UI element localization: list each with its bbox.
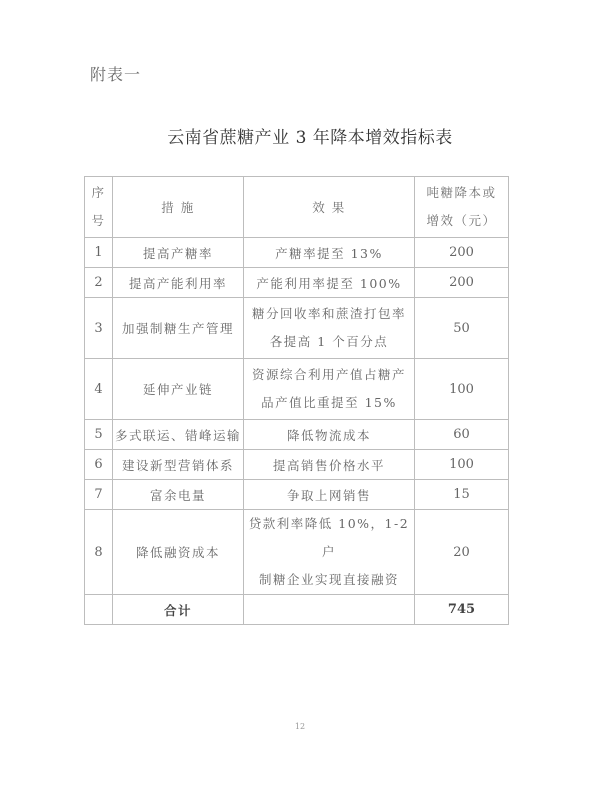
table-header-row bbox=[85, 177, 509, 238]
cell-no: 8 bbox=[85, 510, 113, 595]
cell-value: 200 bbox=[415, 238, 509, 268]
cell-no: 6 bbox=[85, 450, 113, 480]
cell-effect: 争取上网销售 bbox=[244, 480, 415, 510]
header-effect: 效 果 bbox=[244, 177, 415, 238]
cell-no-empty bbox=[85, 595, 113, 625]
cell-measure: 提高产糖率 bbox=[113, 238, 244, 268]
cell-value: 20 bbox=[415, 510, 509, 595]
table-total-row bbox=[85, 595, 509, 625]
cell-no: 1 bbox=[85, 238, 113, 268]
cell-effect-empty bbox=[244, 595, 415, 625]
cell-measure: 延伸产业链 bbox=[113, 359, 244, 420]
cell-measure: 降低融资成本 bbox=[113, 510, 244, 595]
table-row bbox=[85, 480, 509, 510]
table-row bbox=[85, 268, 509, 298]
table-row bbox=[85, 359, 509, 420]
page-number: 12 bbox=[294, 722, 306, 731]
cell-value: 100 bbox=[415, 359, 509, 420]
cost-reduction-table bbox=[84, 176, 509, 625]
cell-no: 3 bbox=[85, 298, 113, 359]
cell-effect: 贷款利率降低 10%，1-2 户 制糖企业实现直接融资 bbox=[244, 510, 415, 595]
table-row bbox=[85, 510, 509, 595]
cell-value: 60 bbox=[415, 420, 509, 450]
cell-measure: 建设新型营销体系 bbox=[113, 450, 244, 480]
table-row bbox=[85, 420, 509, 450]
header-no: 序 号 bbox=[85, 177, 113, 238]
header-measure: 措 施 bbox=[113, 177, 244, 238]
cell-no: 4 bbox=[85, 359, 113, 420]
annex-label: 附表一 bbox=[90, 65, 142, 84]
cell-effect: 提高销售价格水平 bbox=[244, 450, 415, 480]
table-row bbox=[85, 450, 509, 480]
cell-effect: 资源综合利用产值占糖产 品产值比重提至 15% bbox=[244, 359, 415, 420]
total-label: 合计 bbox=[113, 595, 244, 625]
cell-value: 50 bbox=[415, 298, 509, 359]
cell-measure: 提高产能利用率 bbox=[113, 268, 244, 298]
cell-measure: 加强制糖生产管理 bbox=[113, 298, 244, 359]
cell-measure: 富余电量 bbox=[113, 480, 244, 510]
cell-value: 100 bbox=[415, 450, 509, 480]
cell-measure: 多式联运、错峰运输 bbox=[113, 420, 244, 450]
cell-effect: 产能利用率提至 100% bbox=[244, 268, 415, 298]
header-value: 吨糖降本或 增效（元） bbox=[415, 177, 509, 238]
cell-no: 2 bbox=[85, 268, 113, 298]
total-value: 745 bbox=[415, 595, 509, 625]
cell-effect: 糖分回收率和蔗渣打包率 各提高 1 个百分点 bbox=[244, 298, 415, 359]
document-title: 云南省蔗糖产业 3 年降本增效指标表 bbox=[167, 128, 453, 148]
table-row bbox=[85, 298, 509, 359]
table-row bbox=[85, 238, 509, 268]
cell-value: 15 bbox=[415, 480, 509, 510]
cell-no: 7 bbox=[85, 480, 113, 510]
cell-effect: 产糖率提至 13% bbox=[244, 238, 415, 268]
cell-value: 200 bbox=[415, 268, 509, 298]
cell-effect: 降低物流成本 bbox=[244, 420, 415, 450]
cell-no: 5 bbox=[85, 420, 113, 450]
